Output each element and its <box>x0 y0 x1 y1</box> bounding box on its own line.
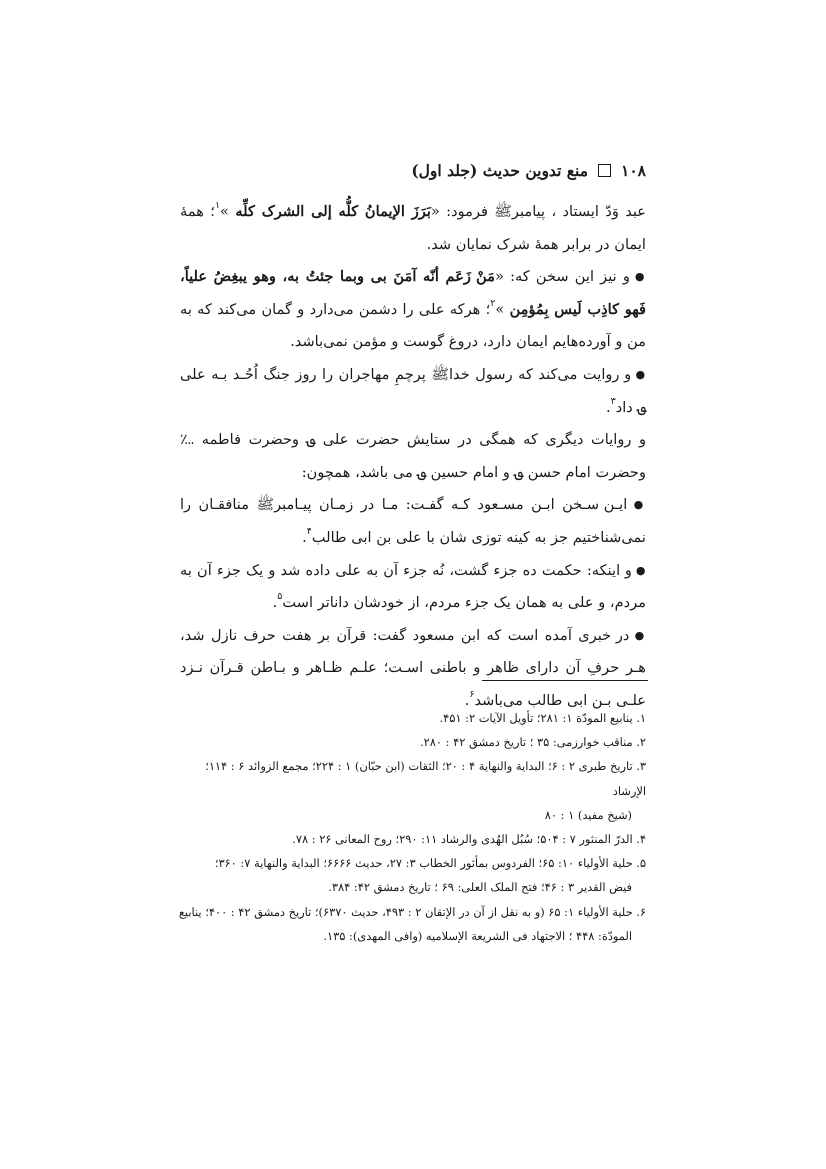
footnote-6: ۶. حلیة الأولیاء ۱: ۶۵ (و به نقل از آن در الإتقان ۲ : ۴۹۳، حدیث ۶۳۷۰)؛ تاریخ دمشق ۴۲ : ۴۰۰؛ ینابیع <box>178 904 646 919</box>
text-run: ایـن سـخن ابـن مسـعود کـه گفـت: مـا در زمـان پیـامبرﷺ منافقـان را نمی‌شناختیم جز به کینه توزی شان با علی بن ابی طالب <box>180 496 646 546</box>
paragraph-3 <box>180 359 646 424</box>
footnote-ref: ۶ <box>469 688 475 700</box>
paragraph-2 <box>180 261 646 359</box>
text-run: و روایت می‌کند که رسول خداﷺ پرچمِ مهاجران را روز جنگ اُحُـد بـه علی ؈ داد <box>180 365 646 416</box>
text-run: و نیز این سخن که: « <box>495 268 630 286</box>
text-run: ؛ هرکه علی را دشمن می‌دارد و گمان می‌کند که به من و آورده‌هایم ایمان دارد، دروغ گوست و مؤمن نمی‌باشد. <box>180 300 646 351</box>
paragraph-5 <box>180 489 646 554</box>
text-run: ؛ همهٔ ایمان در برابر همهٔ شرک نمایان شد. <box>180 203 646 253</box>
paragraph-7 <box>180 620 646 718</box>
page-number: ۱۰۸ <box>621 160 646 180</box>
hadith-quote: مَنْ زَعَم أنّه آمَنَ بی وبما جئتُ به، وهو یبغِضُ علیاً، فَهو کاذِب لَیس بِمُؤمِن <box>180 268 646 318</box>
text-run: » <box>495 300 510 318</box>
text-run: . <box>272 594 278 612</box>
text-run: و اینکه: حکمت ده جزء گشت، نُه جزء آن به علی داده شد و یک جزء آن به مردم، و علی به همان یک جزء مردم، از خودشان داناتر است <box>180 561 646 612</box>
paragraph-6 <box>180 555 646 620</box>
text-run: در خبری آمده است که ابن مسعود گفت: قرآن بر هفت حرف نازل شد، هـر حرفِ آن دارای ظاهر و باطنی اسـت؛ علـم ظـاهر و بـاطن قـرآن نـزد علـی بـن ابی طالب می‌باشد <box>180 626 646 709</box>
text-run: » <box>220 203 236 220</box>
footnote-3-continued: (شیخ مفید) ۱ : ۸۰ <box>544 807 632 822</box>
footnote-3: ۳. تاریخ طبری ۲ : ۶؛ البدایة والنهایة ۴ : ۲۰؛ الثقات (ابن حبّان) ۱ : ۲۲۴؛ مجمع الزوائد ۶ : ۱۱۴؛ الإرشاد <box>205 759 646 798</box>
text-run: . <box>606 398 611 416</box>
footnote-ref: ۵ <box>277 591 283 603</box>
text-run: عبد وَدّ ایستاد ، پیامبرﷺ فرمود: « <box>430 203 646 220</box>
square-icon <box>598 164 611 177</box>
footnote-4: ۴. الدرّ المنثور ۷ : ۵۰۴؛ سُبُل الهُدی والرشاد ۱۱: ۲۹۰؛ روح المعانی ۲۶ : ۷۸. <box>292 832 646 847</box>
hadith-quote: بَرَزَ الإیمانُ کلُّه إلی الشرک کلِّه <box>235 203 431 220</box>
text-run: . <box>464 691 470 709</box>
footnote-1: ۱. ینابیع المودّة ۱: ۲۸۱؛ تأویل الآیات ۲: ۴۵۱. <box>439 711 646 725</box>
text-run: . <box>302 528 307 546</box>
footnote-2: ۲. مناقب خوارزمی: ۳۵ ؛ تاریخ دمشق ۴۲ : ۲۸۰. <box>420 735 646 750</box>
footnote-ref: ۲ <box>490 297 496 309</box>
main-text <box>180 196 646 718</box>
footnote-divider <box>482 680 648 681</box>
footnote-ref: ۴ <box>306 525 312 537</box>
paragraph-4: و روایات دیگری که همگی در ستایش حضرت علی ؈ وحضرت فاطمه ؊ وحضرت امام حسن ؈ و امام حسین ؈ می باشد، همچون: <box>180 431 646 481</box>
footnote-ref: ۳ <box>610 395 616 407</box>
footnote-5-continued: فیض القدیر ۳ : ۴۶؛ فتح الملک العلی: ۶۹ ؛ تاریخ دمشق ۴۲: ۳۸۴. <box>328 880 632 895</box>
footnotes <box>170 706 646 948</box>
footnote-5: ۵. حلیة الأولیاء ۱۰: ۶۵؛ الفردوس بمأثور الخطاب ۳: ۲۷، حدیث ۶۶۶۶؛ البدایة والنهایة ۷: ۳۶۰؛ <box>214 856 646 871</box>
footnote-ref: ۱ <box>214 200 221 211</box>
running-title: منع تدوین حدیث (جلد اول) <box>411 160 589 180</box>
running-header <box>180 154 646 186</box>
paragraph-1 <box>180 196 646 261</box>
footnote-6-continued: المودّة: ۴۴۸ ؛ الاجتهاد فی الشریعة الإسلامیه (وافی المهدی): ۱۳۵. <box>323 928 632 943</box>
